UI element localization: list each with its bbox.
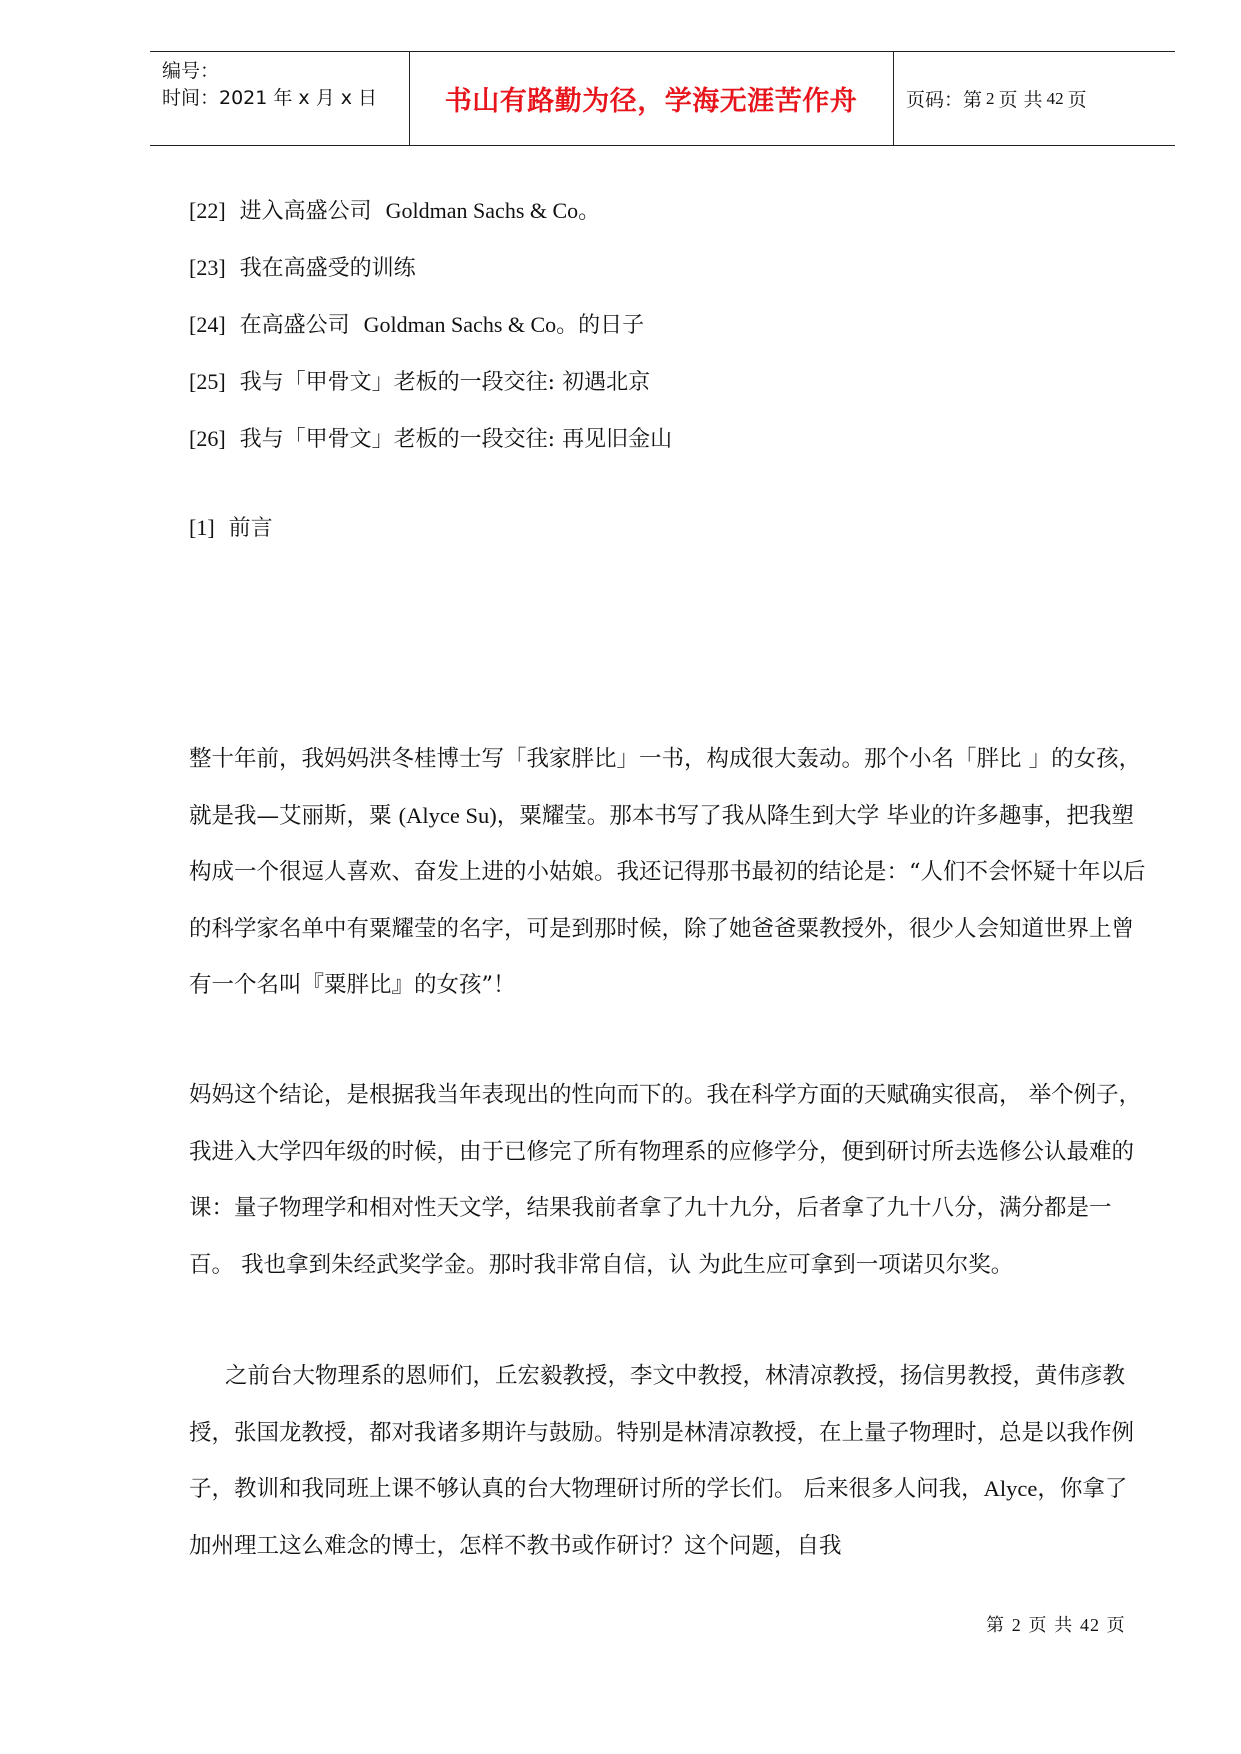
page-header: [150, 51, 1175, 146]
paragraph: 妈妈这个结论，是根据我当年表现出的性向而下的。我在科学方面的天赋确实很高， 举个例子，我进入大学四年级的时候，由于已修完了所有物理系的应修学分，便到研讨所去选修公认最难的课：量子物理学和相对性天文学，结果我前者拿了九十九分，后者拿了九十八分，满分都是一百。 我也拿到朱经武奖学金。那时我非常自信，认 为此生应可拿到一项诺贝尔奖。: [189, 1082, 1142, 1278]
header-page-number: 页码：第 2 页 共 42 页: [906, 88, 1087, 111]
time-label: 时间：2021 年 x 月 x 日: [162, 87, 378, 109]
toc-item: [25] 我与「甲骨文」老板的一段交往: 初遇北京: [189, 369, 651, 395]
paragraph: 整十年前，我妈妈洪冬桂博士写「我家胖比」一书，构成很大轰动。那个小名「胖比 」的女孩，就是我—艾丽斯，粟 (Alyce Su)，粟耀莹。那本书写了我从降生到大学 毕业的许多趣事，把我塑构成一个很逗人喜欢、奋发上进的小姑娘。我还记得那书最初的结论是：“人们不会怀疑十年以后的科学家名单中有粟耀莹的名字，可是到那时候，除了她爸爸粟教授外，很少人会知道世界上曾有一个名叫『粟胖比』的女孩”！: [189, 746, 1146, 998]
toc-item: [22] 进入高盛公司 Goldman Sachs & Co。: [189, 198, 601, 224]
section-heading-preface: [1] 前言: [189, 515, 273, 541]
header-divider: [893, 52, 894, 145]
table-of-contents: [189, 183, 672, 468]
serial-label: 编号：: [162, 60, 220, 82]
header-motto: 书山有路勤为径，学海无涯苦作舟: [444, 86, 858, 117]
header-meta: [162, 58, 402, 112]
toc-item: [26] 我与「甲骨文」老板的一段交往: 再见旧金山: [189, 426, 673, 452]
toc-item: [23] 我在高盛受的训练: [189, 255, 416, 281]
page-footer: 第 2 页 共 42 页: [986, 1615, 1126, 1636]
paragraph: 之前台大物理系的恩师们，丘宏毅教授，李文中教授，林清凉教授，扬信男教授，黄伟彦教授，张国龙教授，都对我诸多期许与鼓励。特别是林清凉教授，在上量子物理时，总是以我作例子，教训和我同班上课不够认真的台大物理研讨所的学长们。 后来很多人问我，Alyce，你拿了加州理工这么难念的博士，怎样不教书或作研讨？这个问题，自我: [189, 1363, 1135, 1559]
toc-item: [24] 在高盛公司 Goldman Sachs & Co。的日子: [189, 312, 645, 338]
